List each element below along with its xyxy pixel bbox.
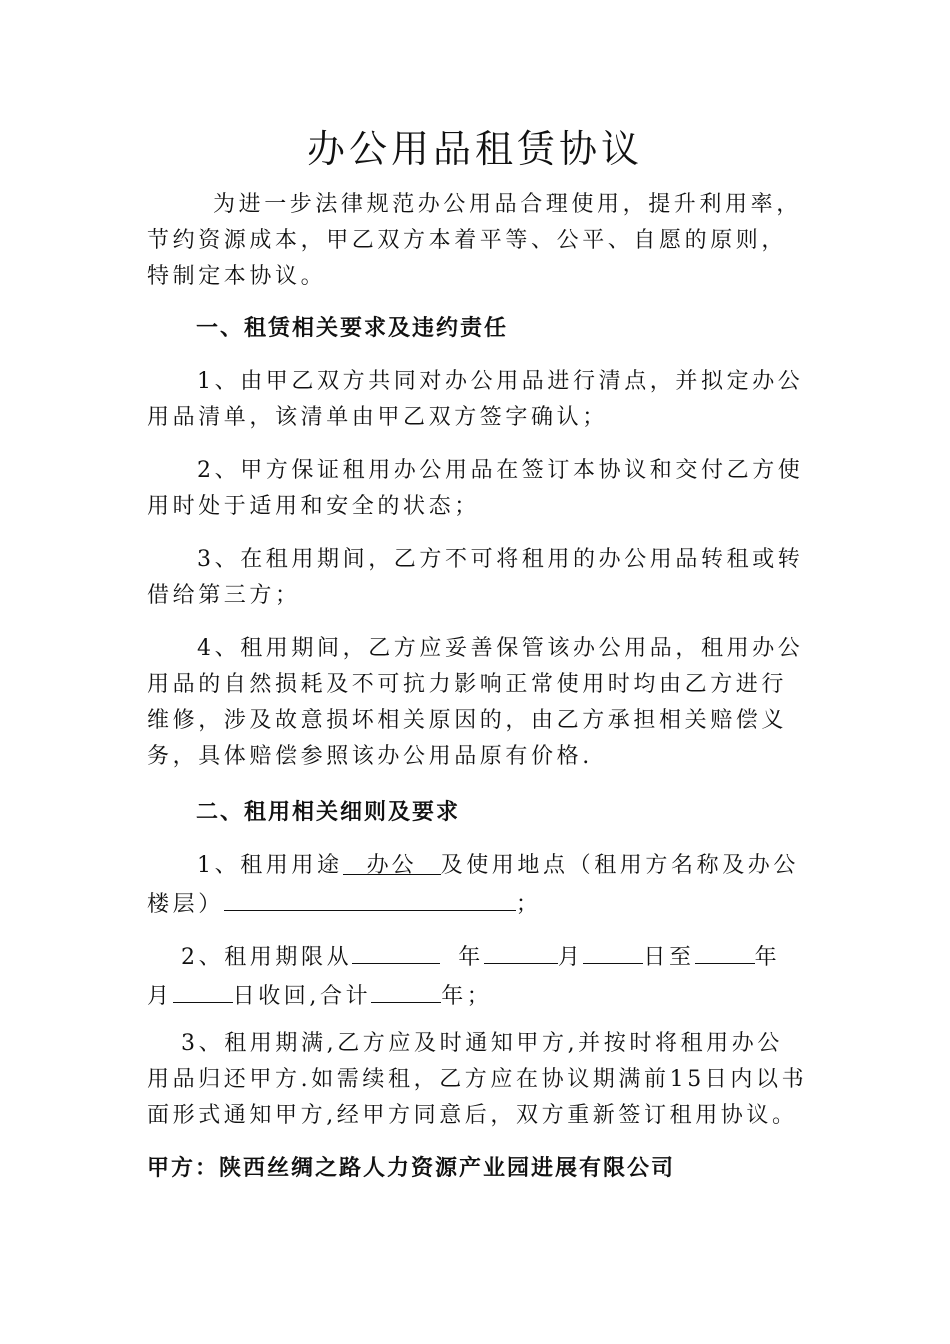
start-year-blank[interactable] xyxy=(352,937,440,964)
item-l2-prefix: 楼层） xyxy=(147,892,224,917)
month-label: 月 xyxy=(557,945,584,970)
end-month-blank[interactable] xyxy=(173,976,233,1003)
day-to-label: 日至 xyxy=(643,945,695,970)
section-2-item-1 xyxy=(147,848,807,923)
item-line: 用品归还甲方.如需续租，乙方应在协议期满前15日内以书 xyxy=(147,1067,808,1092)
total-years-blank[interactable] xyxy=(371,976,441,1003)
item-line: 1、由甲乙双方共同对办公用品进行清点，并拟定办公 xyxy=(197,369,804,394)
intro-line-3: 特制定本协议。 xyxy=(147,264,327,289)
item-line: 务，具体赔偿参照该办公用品原有价格. xyxy=(147,744,593,769)
section-1-heading: 一、租赁相关要求及违约责任 xyxy=(196,316,509,341)
purpose-blank[interactable]: 办公 xyxy=(343,848,441,875)
item-line: 3、在租用期间，乙方不可将租用的办公用品转租或转 xyxy=(197,547,804,572)
start-month-blank[interactable] xyxy=(484,937,558,964)
section-1-item-1 xyxy=(147,364,807,436)
day-back-label: 日收回,合计 xyxy=(232,984,372,1009)
section-2-item-2 xyxy=(147,937,807,1015)
intro-line-2: 节约资源成本，甲乙双方本着平等、公平、自愿的原则， xyxy=(147,228,788,253)
year-label: 年 xyxy=(458,945,484,970)
item-prefix: 1、租用用途 xyxy=(197,853,343,878)
years-total-label: 年； xyxy=(441,984,493,1009)
item-line: 维修，涉及故意损坏相关原因的，由乙方承担相关赔偿义 xyxy=(147,708,788,733)
document-title: 办公用品租赁协议 xyxy=(306,127,643,171)
party-a: 甲方：陕西丝绸之路人力资源产业园进展有限公司 xyxy=(147,1156,676,1181)
item-line: 借给第三方； xyxy=(147,583,301,608)
year-label-2: 年 xyxy=(754,945,781,970)
item-line: 面形式通知甲方,经甲方同意后，双方重新签订租用协议。 xyxy=(147,1103,798,1128)
item-line: 4、租用期间，乙方应妥善保管该办公用品，租用办公 xyxy=(197,636,804,661)
intro-paragraph xyxy=(147,187,807,295)
item-line: 3、租用期满,乙方应及时通知甲方,并按时将租用办公 xyxy=(181,1031,783,1056)
location-blank[interactable] xyxy=(224,884,516,911)
month-label-2: 月 xyxy=(147,984,173,1009)
section-1-item-4 xyxy=(147,631,807,775)
item-line: 用品的自然损耗及不可抗力影响正常使用时均由乙方进行 xyxy=(147,672,788,697)
section-1-item-3 xyxy=(147,542,807,614)
item-line: 用品清单，该清单由甲乙双方签字确认； xyxy=(147,405,608,430)
item-l2-suffix: ； xyxy=(515,892,542,917)
section-2-item-3 xyxy=(147,1026,807,1134)
item-middle: 及使用地点（租用方名称及办公 xyxy=(440,853,800,878)
start-day-blank[interactable] xyxy=(583,937,643,964)
item-line: 用时处于适用和安全的状态； xyxy=(147,494,480,519)
section-2-heading: 二、租用相关细则及要求 xyxy=(196,800,461,825)
intro-line-1: 为进一步法律规范办公用品合理使用，提升利用率， xyxy=(213,192,802,217)
end-year-blank[interactable] xyxy=(695,937,755,964)
period-prefix: 2、租用期限从 xyxy=(181,945,353,970)
section-1-item-2 xyxy=(147,453,807,525)
item-line: 2、甲方保证租用办公用品在签订本协议和交付乙方使 xyxy=(197,458,804,483)
